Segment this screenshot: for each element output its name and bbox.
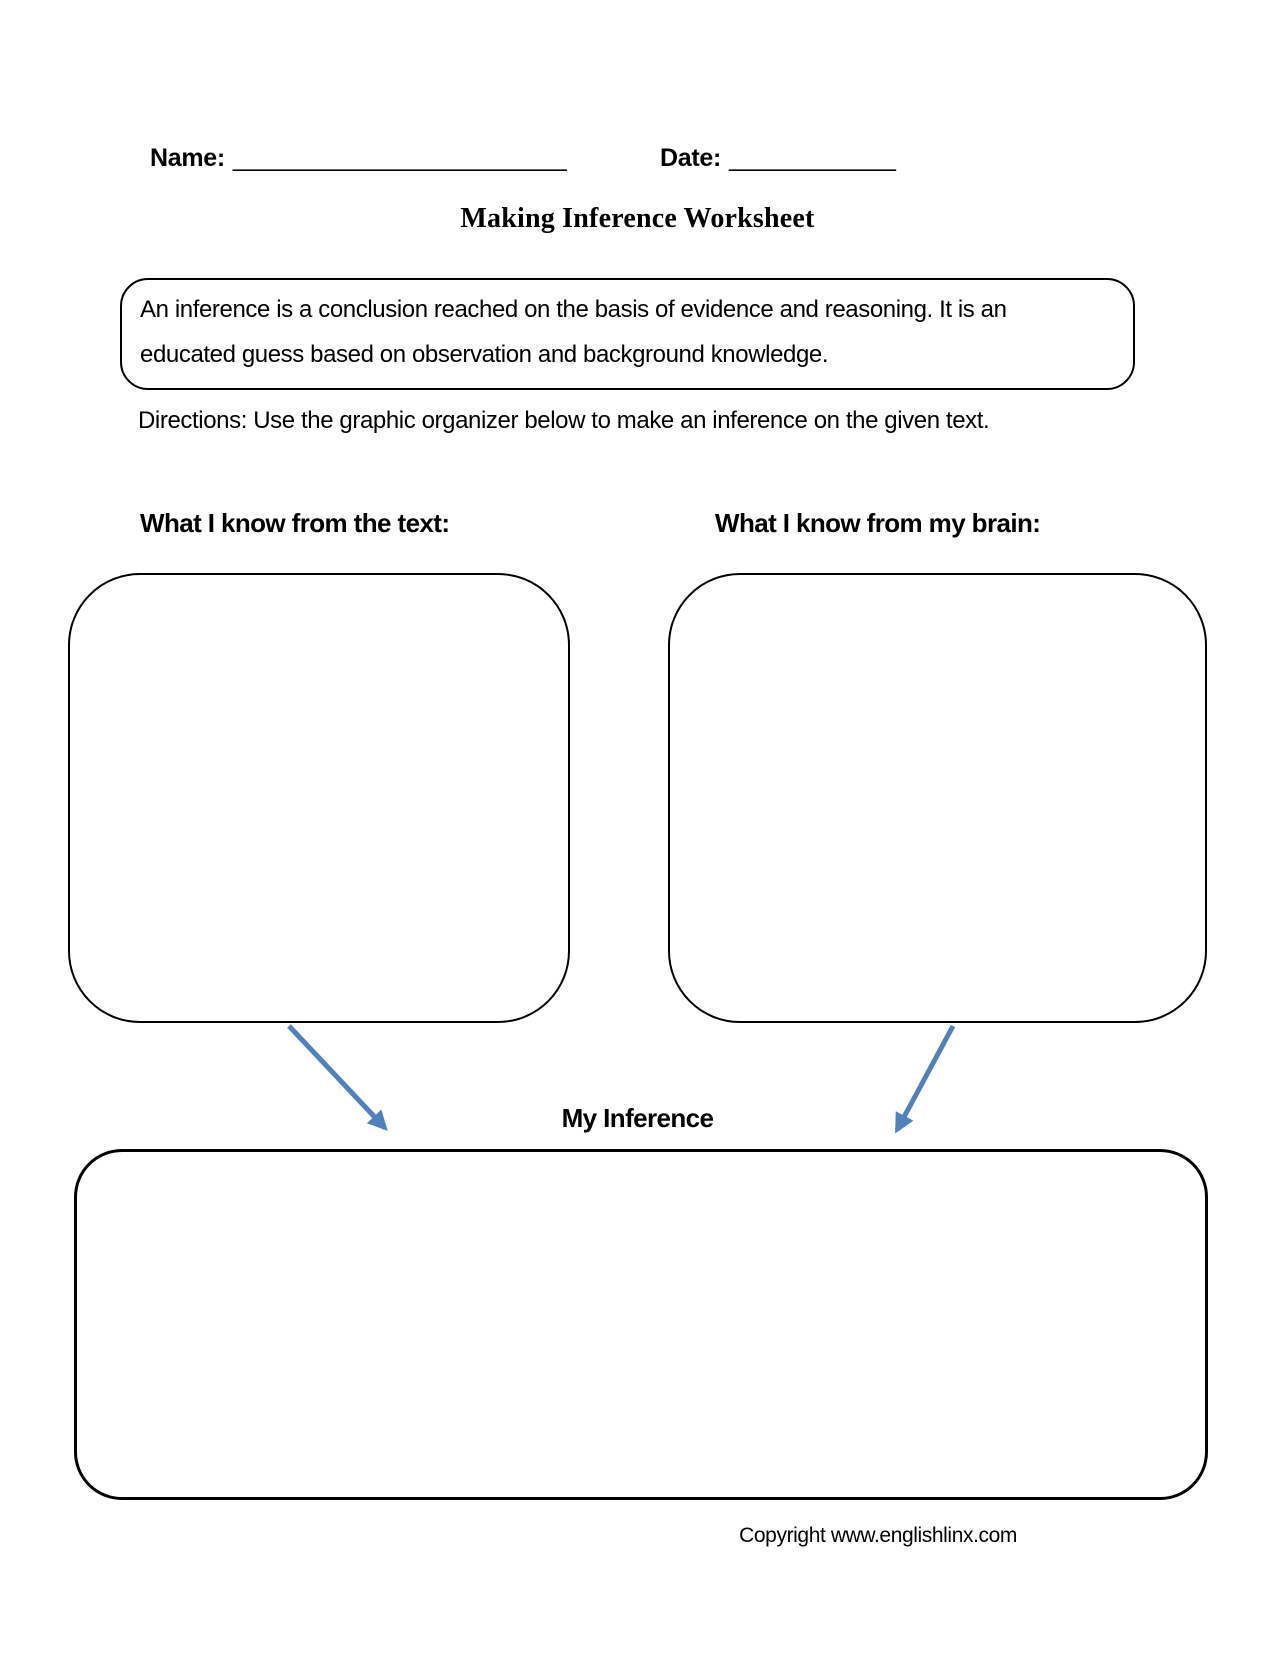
page-title: Making Inference Worksheet	[460, 203, 815, 234]
my-inference-heading: My Inference	[561, 1103, 714, 1133]
copyright-text: Copyright www.englishlinx.com	[739, 1524, 1017, 1547]
right-box-heading: What I know from my brain:	[715, 508, 1041, 538]
name-label: Name:	[150, 144, 225, 172]
text-knowledge-box	[68, 573, 570, 1023]
directions-text: Directions: Use the graphic organizer below to make an inference on the given text.	[138, 407, 990, 434]
arrow-layer	[0, 1015, 1275, 1155]
inference-box	[74, 1149, 1208, 1500]
name-row	[150, 144, 567, 173]
name-blank-line: ________________________	[232, 144, 567, 172]
date-row	[660, 144, 896, 173]
date-label: Date:	[660, 144, 722, 172]
left-box-heading: What I know from the text:	[140, 508, 450, 538]
date-blank-line: ____________	[729, 144, 896, 172]
brain-knowledge-box	[668, 573, 1207, 1023]
definition-text: An inference is a conclusion reached on the basis of evidence and reasoning. It is an educated guess based on observation and background knowledge.	[140, 296, 1007, 368]
